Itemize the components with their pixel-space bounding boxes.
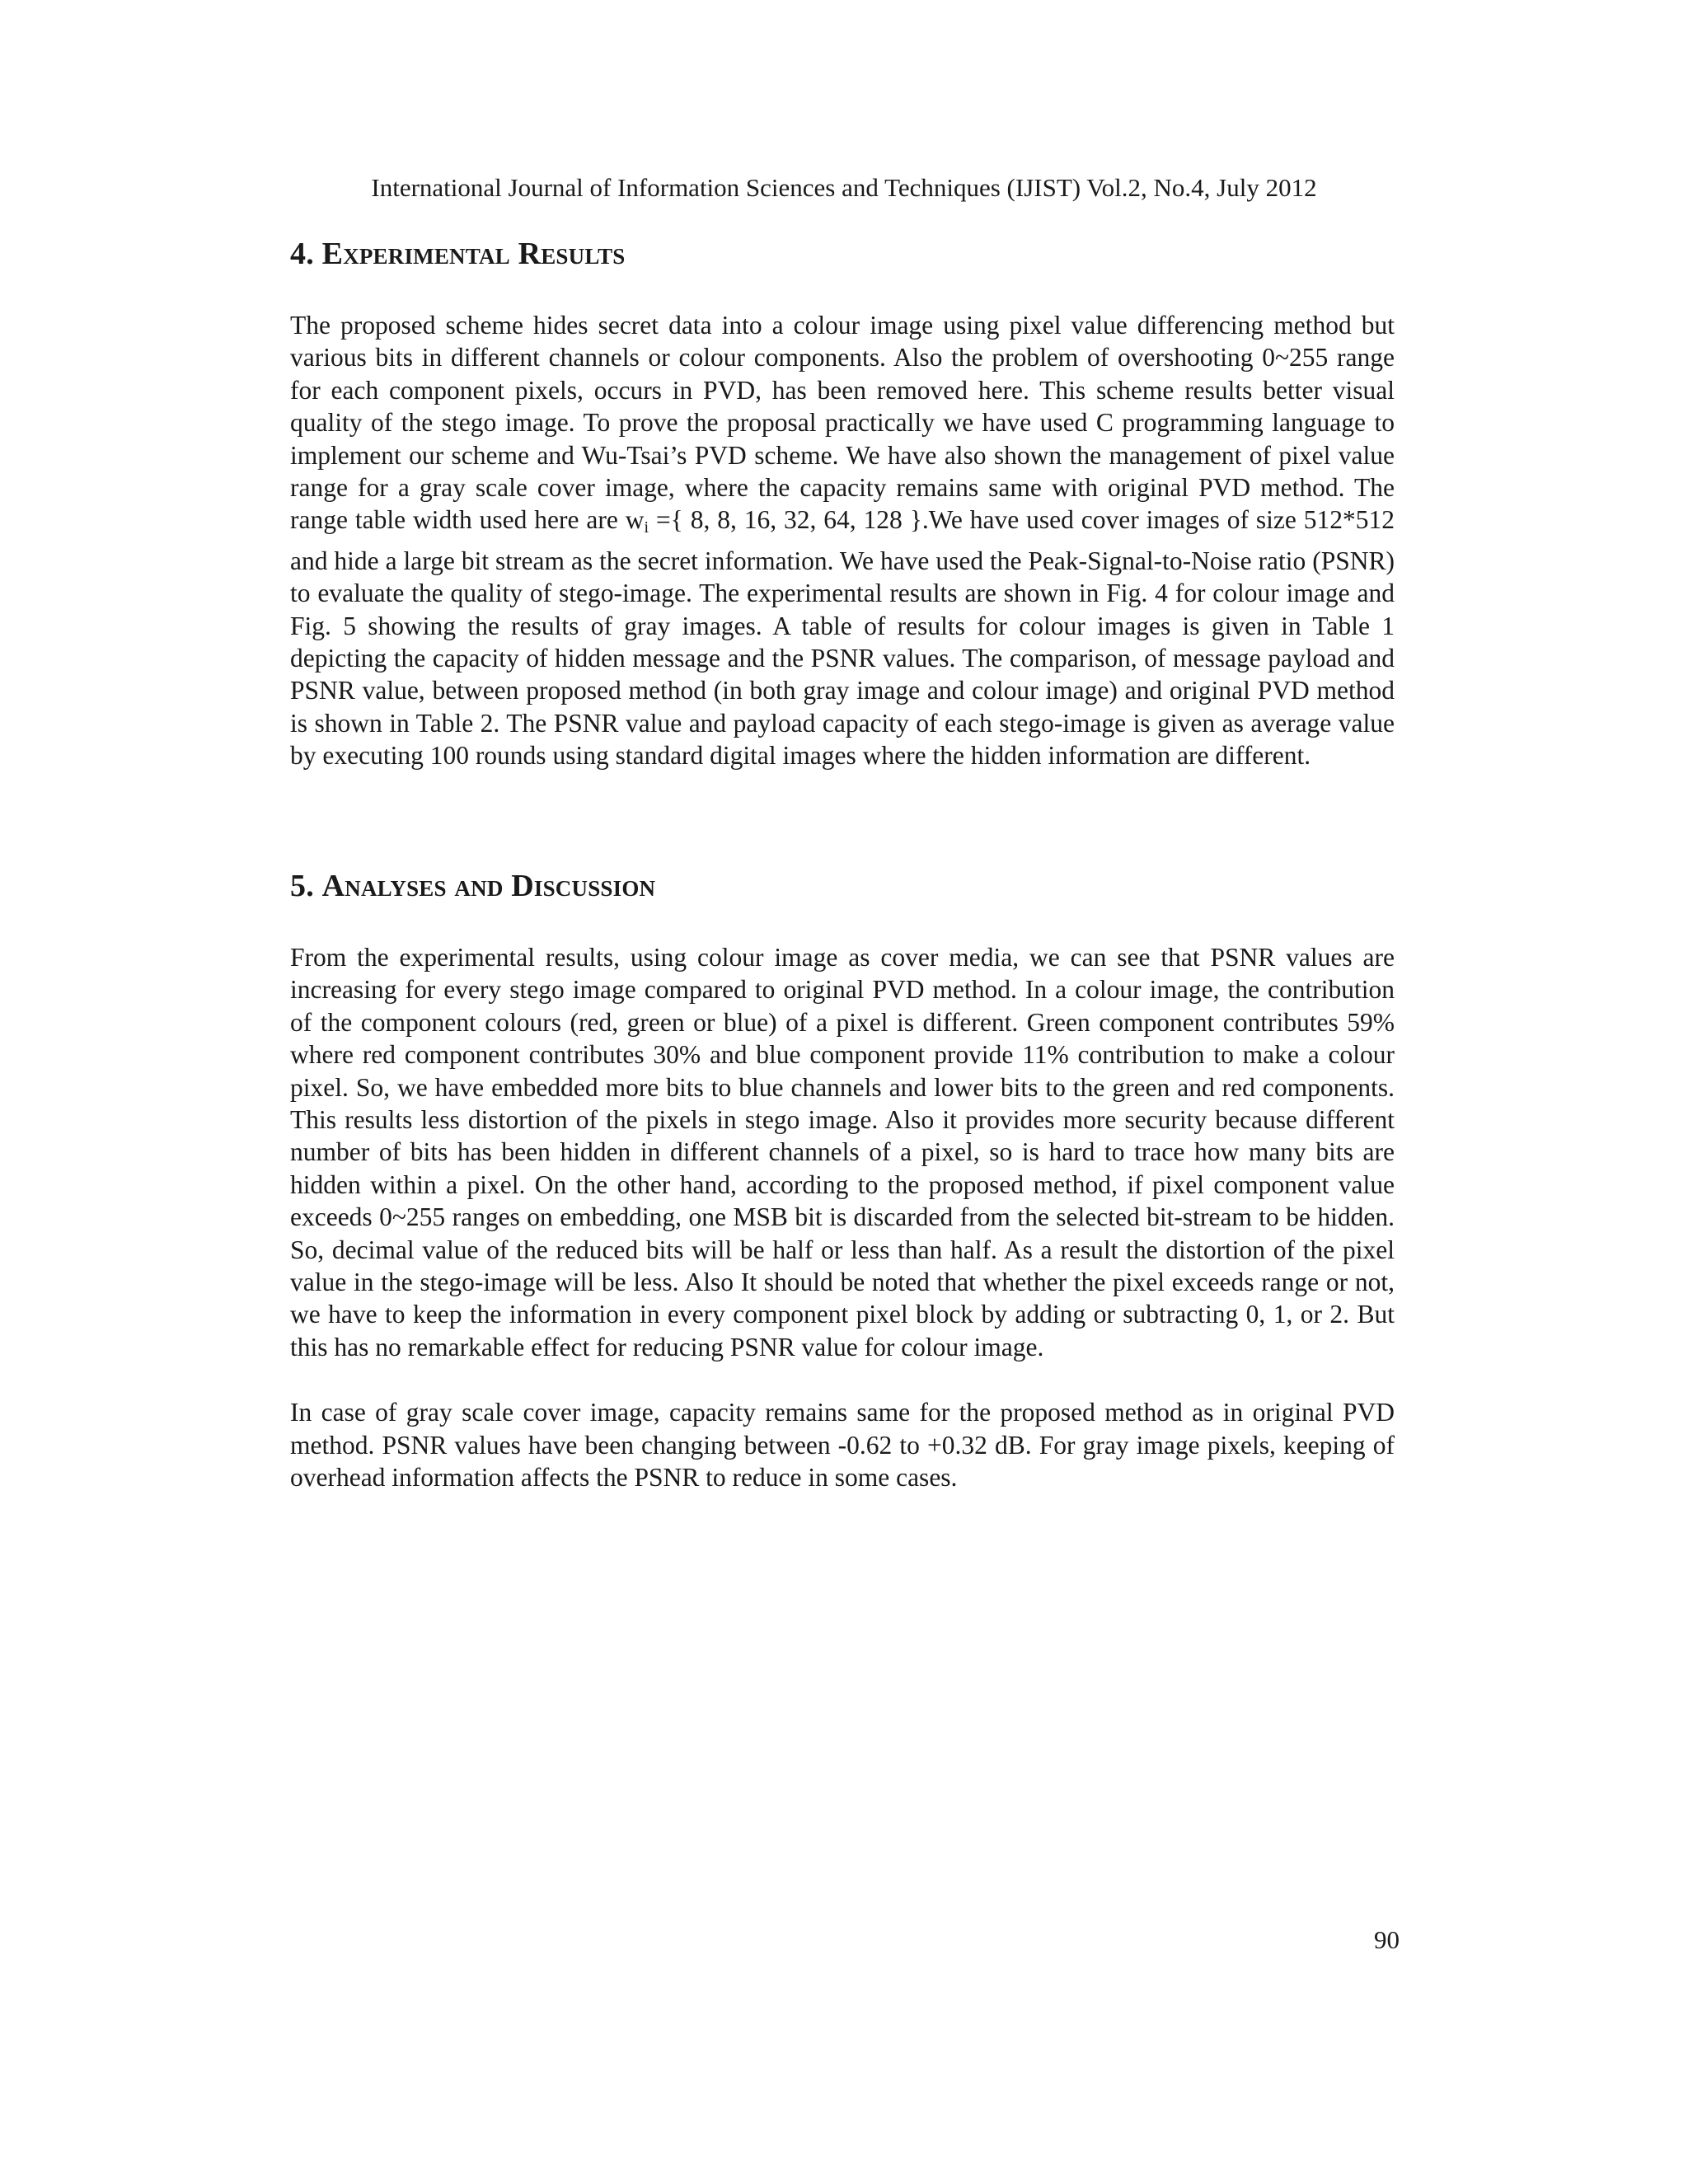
section-title-word: and — [454, 869, 504, 903]
subscript-i: i — [644, 518, 649, 537]
section-title-word: Discussion — [511, 869, 656, 903]
running-header: International Journal of Information Sciences and Techniques (IJIST) Vol.2, No.4, July 2012 — [371, 173, 1317, 202]
section-5-paragraph-2: In case of gray scale cover image, capacity remains same for the proposed method as in original PVD method. PSNR values have been changing between -0.62 to +0.32 dB. For gray image pixels, keeping of overhead information affects the PSNR to reduce in some cases. — [290, 1398, 1395, 1493]
section-5-heading — [290, 867, 1395, 905]
section-5-paragraph-1: From the experimental results, using colour image as cover media, we can see that PSNR values are increasing for every stego image compared to original PVD method. In a colour image, the contribution of the component colours (red, green or blue) of a pixel is different. Green component contributes 59% where red component contributes 30% and blue component provide 11% contribution to make a colour pixel. So, we have embedded more bits to blue channels and lower bits to the green and red components. This results less distortion of the pixels in stego image. Also it provides more security because different number of bits has been hidden in different channels of a pixel, so is hard to trace how many bits are hidden within a pixel. On the other hand, according to the proposed method, if pixel component value exceeds 0~255 ranges on embedding, one MSB bit is discarded from the selected bit-stream to be hidden. So, decimal value of the reduced bits will be half or less than half. As a result the distortion of the pixel value in the stego-image will be less. Also It should be noted that whether the pixel exceeds range or not, we have to keep the information in every component pixel block by adding or subtracting 0, 1, or 2. But this has no remarkable effect for reducing PSNR value for colour image. — [290, 943, 1395, 1361]
paragraph-text: ={ 8, 8, 16, 32, 64, 128 }.We have used cover images of size 512*512 and hide a large bit stream as the secret information. We have used the Peak-Signal-to-Noise ratio (PSNR) to evaluate the quality of stego-image. The experimental results are shown in Fig. 4 for colour image and Fig. 5 showing the results of gray images. A table of results for colour images is given in Table 1 depicting the capacity of hidden message and the PSNR values. The comparison, of message payload and PSNR value, between proposed method (in both gray image and colour image) and original PVD method is shown in Table 2. The PSNR value and payload capacity of each stego-image is given as average value by executing 100 rounds using standard digital images where the hidden information are different. — [290, 505, 1395, 771]
section-title-word: Analyses — [321, 869, 447, 903]
section-analyses-discussion — [290, 867, 1395, 1494]
section-experimental-results — [290, 235, 1395, 772]
section-4-paragraph — [290, 309, 1395, 772]
section-title-word: Experimental — [321, 237, 510, 271]
section-number: 4. — [290, 237, 314, 271]
page-number: 90 — [1374, 1925, 1400, 1954]
paragraph-text: The proposed scheme hides secret data into a colour image using pixel value differencing method but various bits in different channels or colour components. Also the problem of overshooting 0~255 range for each component pixels, occurs in PVD, has been removed here. This scheme results better visual quality of the stego image. To prove the proposal practically we have used C programming language to implement our scheme and Wu-Tsai’s PVD scheme. We have also shown the management of pixel value range for a gray scale cover image, where the capacity remains same with original PVD method. The range table width used here are w — [290, 311, 1395, 535]
section-4-heading — [290, 235, 1395, 273]
section-number: 5. — [290, 869, 314, 903]
section-title-word: Results — [518, 237, 626, 271]
